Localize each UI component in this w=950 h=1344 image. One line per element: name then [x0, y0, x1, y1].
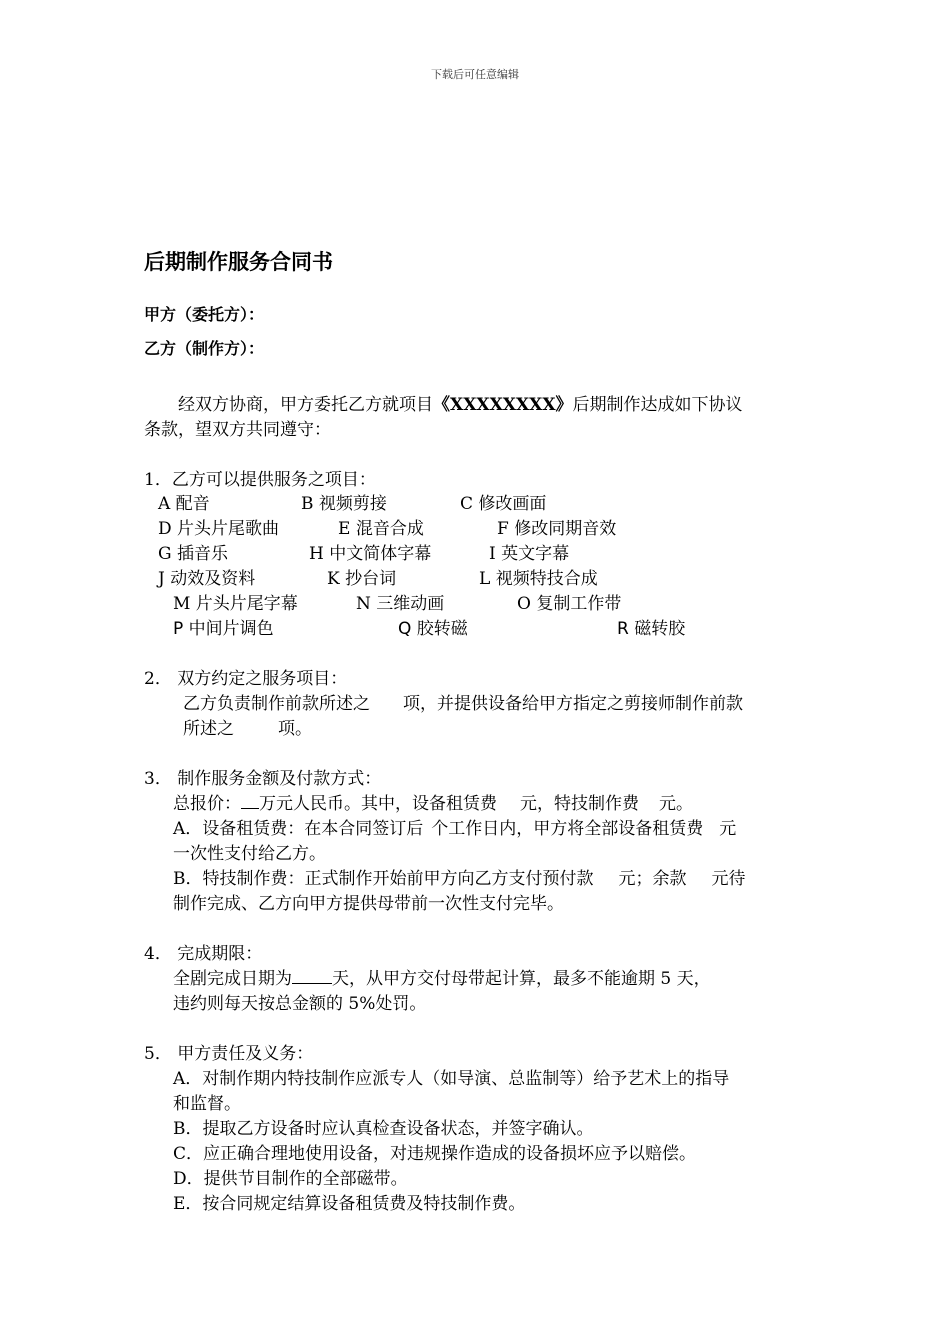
blank-field	[292, 967, 332, 984]
service-item: A 配音	[158, 494, 210, 514]
section-5-item-d: D．提供节目制作的全部磁带。	[173, 1169, 408, 1189]
service-item: C 修改画面	[460, 494, 547, 514]
section-3-line-5: 制作完成、乙方向甲方提供母带前一次性支付完毕。	[173, 894, 564, 914]
service-item: G 插音乐	[158, 544, 228, 564]
service-item: B 视频剪接	[301, 494, 387, 514]
service-item: R 磁转胶	[617, 619, 686, 639]
service-item: E 混音合成	[338, 519, 424, 539]
intro-line-1	[178, 393, 806, 417]
party-b-label: 乙方（制作方）：	[144, 339, 265, 358]
s3-text: 万元人民币。其中，设备租赁费	[259, 794, 497, 814]
document-title: 后期制作服务合同书	[144, 250, 333, 274]
service-item: J 动效及资料	[158, 569, 256, 589]
section-2-line-2	[183, 717, 312, 741]
party-a-label: 甲方（委托方）：	[144, 305, 265, 324]
section-3-heading: 3． 制作服务金额及付款方式：	[144, 769, 382, 789]
project-name: 《XXXXXXXX》	[433, 395, 573, 415]
service-item: K 抄台词	[327, 569, 397, 589]
service-item: N 三维动画	[356, 594, 445, 614]
s3-text: 元	[719, 819, 737, 839]
page-header: 下载后可任意编辑	[431, 68, 519, 81]
s3-text: 元，特技制作费	[520, 794, 639, 814]
s2-text: 项。	[278, 719, 312, 739]
service-item: H 中文简体字幕	[309, 544, 432, 564]
blank-field	[241, 792, 259, 809]
s2-text: 所述之	[183, 719, 234, 739]
section-4-line-2: 违约则每天按总金额的 5%处罚。	[173, 994, 427, 1014]
s4-text: 天，从甲方交付母带起计算，最多不能逾期 5 天，	[332, 969, 711, 989]
s2-text: 项，并提供设备给甲方指定之剪接师制作前款	[403, 694, 743, 714]
section-5-item-a-1: A．对制作期内特技制作应派专人（如导演、总监制等）给予艺术上的指导	[173, 1069, 730, 1089]
section-2-heading: 2． 双方约定之服务项目：	[144, 669, 348, 689]
intro-text-a: 经双方协商，甲方委托乙方就项目	[178, 395, 433, 415]
section-3-line-4	[173, 867, 746, 891]
service-item: F 修改同期音效	[497, 519, 617, 539]
section-3-line-2	[173, 817, 736, 841]
s3-text: A．设备租赁费：在本合同签订后	[173, 819, 424, 839]
section-1-heading: 1．乙方可以提供服务之项目：	[144, 470, 376, 490]
s3-text: 个工作日内，甲方将全部设备租赁费	[431, 819, 704, 839]
service-item: M 片头片尾字幕	[173, 594, 298, 614]
service-item: D 片头片尾歌曲	[158, 519, 280, 539]
s3-text: 总报价：	[173, 794, 241, 814]
section-5-heading: 5． 甲方责任及义务：	[144, 1044, 314, 1064]
service-item: O 复制工作带	[517, 594, 622, 614]
section-4-line-1	[173, 967, 711, 991]
section-2-line-1	[183, 692, 743, 716]
s4-text: 全剧完成日期为	[173, 969, 292, 989]
service-item: L 视频特技合成	[479, 569, 598, 589]
s3-text: B．特技制作费：正式制作开始前甲方向乙方支付预付款	[173, 869, 594, 889]
section-3-line-1	[173, 792, 693, 816]
intro-text-c: 后期制作达成如下协议	[572, 395, 743, 415]
service-item: Q 胶转磁	[398, 619, 468, 639]
intro-line-2: 条款，望双方共同遵守：	[144, 420, 331, 440]
section-5-item-b: B．提取乙方设备时应认真检查设备状态，并签字确认。	[173, 1119, 594, 1139]
section-5-item-c: C．应正确合理地使用设备，对违规操作造成的设备损坏应予以赔偿。	[173, 1144, 697, 1164]
section-5-item-a-2: 和监督。	[173, 1094, 241, 1114]
service-item: I 英文字幕	[489, 544, 570, 564]
section-3-line-3: 一次性支付给乙方。	[173, 844, 326, 864]
service-item: P 中间片调色	[173, 619, 274, 639]
s3-text: 元。	[659, 794, 693, 814]
section-4-heading: 4． 完成期限：	[144, 944, 263, 964]
s3-text: 元待	[711, 869, 746, 889]
s3-text: 元；余款	[618, 869, 687, 889]
section-5-item-e: E．按合同规定结算设备租赁费及特技制作费。	[173, 1194, 526, 1214]
s2-text: 乙方负责制作前款所述之	[183, 694, 370, 714]
